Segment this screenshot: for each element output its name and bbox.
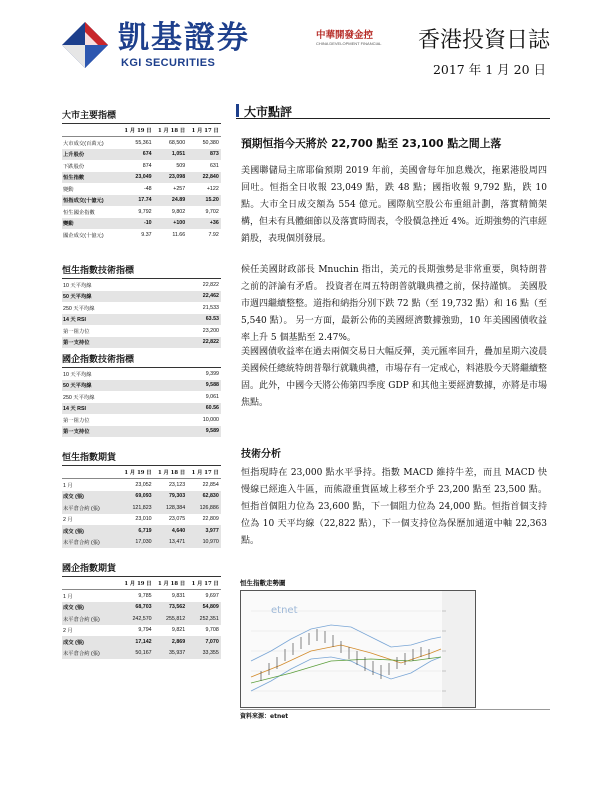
row-label: 14 天 RSI	[63, 317, 86, 324]
source-note: 資料來源：etnet	[240, 713, 289, 720]
col-header: 1 月 18 日	[158, 128, 186, 134]
paragraph: 恒指現時在 23,000 點水平爭持。指數 MACD 維持牛差，而且 MACD 快慢線已經進入牛區，而熊證重貨區域上移至介乎 23,200 點至 23,500 點。恒指首個阻力位為 23,600 點，下一個阻力位為 24,000 點。恒指首個支持位為 10 天平均線（22,822 點），下一個支持位為保歷加通道中軸 22,363 點。	[241, 468, 547, 546]
cell-value: -10	[143, 220, 152, 227]
cell-value: 9,831	[171, 592, 186, 599]
table-header	[62, 124, 221, 137]
cell-value: 10,970	[202, 539, 219, 546]
paragraph: 美國聯儲局主席耶倫預期 2019 年前，美國會每年加息幾次，拖累港股周四回吐。恒指全日收報 23,049 點，跌 48 點；國指收報 9,792 點，跌 10 點。大市全日成交額為 554 億元。國際航空股公布重組計劃，落實精簡架構，但未有具體細節以及落實時間表，令股價急挫近 4%。近期強勢的汽車經銷股，表現個別發展。	[241, 166, 547, 244]
cell-value: +36	[209, 220, 219, 227]
col-header: 1 月 18 日	[158, 581, 186, 587]
cell-value: 1,051	[171, 151, 186, 158]
row-label: 未平倉合約 (張)	[63, 505, 100, 512]
row-label: 變動	[63, 186, 74, 193]
kgi-logo-icon	[62, 22, 108, 68]
cell-value: 22,462	[202, 293, 219, 300]
col-header: 1 月 18 日	[158, 470, 186, 476]
table-row	[62, 525, 221, 537]
row-label: 未平倉合約 (張)	[63, 651, 100, 658]
divider	[240, 709, 550, 710]
row-label: 2 月	[63, 517, 73, 524]
cell-value: 9,792	[138, 208, 152, 215]
cell-value: 23,098	[168, 174, 186, 181]
cell-value: 22,822	[202, 281, 219, 288]
table-row	[62, 325, 221, 337]
cell-value: 23,075	[168, 516, 186, 523]
cell-value: 23,200	[202, 327, 219, 334]
row-label: 成交 (張)	[63, 639, 84, 646]
row-label: 成交 (張)	[63, 528, 84, 535]
cell-value: 15.20	[205, 197, 219, 204]
chart-watermark: etnet	[271, 605, 298, 616]
cell-value: 13,471	[168, 539, 186, 546]
table-row	[62, 160, 221, 172]
row-label: 未平倉合約 (張)	[63, 540, 100, 547]
cell-value: 9,702	[205, 208, 219, 215]
cell-value: 252,351	[199, 615, 219, 622]
cell-value: 23,123	[168, 481, 186, 488]
hsi-futures-table	[62, 450, 221, 548]
cell-value: 874	[142, 162, 152, 169]
col-header: 1 月 17 日	[191, 581, 219, 587]
cell-value: 11.66	[172, 231, 186, 238]
paragraph: 候任美國財政部長 Mnuchin 指出，美元的長期強勢是非常重要，與特朗普之前的評論有矛盾。 投資者在周五特朗普就職典禮之前，保持謹慎。 美國股市週四繼續整整。道指和納指分別下跌 72 點（至 19,732 點）和 16 點（至 5,540 點）。 另一方面，最新公佈的美國經濟數據強勁，10 年美國國債收益率上升 5 個基點至 2.47%。	[241, 265, 547, 343]
row-label: 2 月	[63, 628, 73, 635]
row-label: 變動	[63, 221, 74, 228]
cell-value: 23,049	[135, 174, 152, 181]
cell-value: +100	[173, 220, 186, 227]
cell-value: +257	[173, 185, 186, 192]
cell-value: 7.92	[208, 231, 219, 238]
cell-value: 62,830	[202, 493, 219, 500]
chart-title: 恒生指數走勢圖	[240, 579, 286, 587]
cell-value: 9,794	[138, 627, 152, 634]
cell-value: 17,142	[135, 638, 152, 645]
row-label: 50 天平均線	[63, 383, 92, 390]
row-label: 恒生國企指數	[63, 209, 95, 216]
col-header: 1 月 17 日	[191, 470, 219, 476]
row-label: 250 天平均線	[63, 394, 95, 401]
cell-value: 2,869	[171, 638, 186, 645]
row-label: 下跌股份	[63, 163, 85, 170]
document-title: 香港投資日誌	[417, 28, 550, 53]
row-label: 50 天平均線	[63, 294, 92, 301]
hscei-futures-table	[62, 561, 221, 659]
cell-value: 63.53	[205, 316, 219, 323]
row-label: 恒指成交(十億元)	[63, 198, 104, 205]
cell-value: 509	[176, 162, 186, 169]
row-label: 1 月	[63, 482, 73, 489]
cell-value: 22,840	[202, 174, 219, 181]
cell-value: 55,361	[135, 139, 152, 146]
table-row	[62, 514, 221, 526]
partner-logo	[316, 30, 394, 47]
table-row	[62, 602, 221, 614]
row-label: 第一阻力位	[63, 417, 90, 424]
section-title: 大市主要指標	[62, 108, 221, 124]
row-label: 第一阻力位	[63, 328, 90, 335]
cell-value: 68,703	[135, 604, 152, 611]
table-row	[62, 426, 221, 438]
row-label: 第一支持位	[63, 429, 90, 436]
cell-value: 6,719	[138, 527, 152, 534]
table-row	[62, 625, 221, 637]
row-label: 第一支持位	[63, 340, 90, 347]
document-date: 2017 年 1 月 20 日	[432, 62, 546, 77]
cell-value: 873	[209, 151, 219, 158]
table-row	[62, 414, 221, 426]
table-row	[62, 337, 221, 349]
table-row	[62, 502, 221, 514]
table-row	[62, 491, 221, 503]
row-label: 10 天平均線	[63, 282, 92, 289]
cell-value: 9,802	[171, 208, 186, 215]
table-row	[62, 479, 221, 491]
table-row	[62, 380, 221, 392]
cell-value: 3,977	[205, 527, 219, 534]
table-row	[62, 229, 221, 241]
cell-value: 9.37	[141, 231, 152, 238]
table-row	[62, 195, 221, 207]
cell-value: 54,809	[202, 604, 219, 611]
brand-name: 凱基證券	[118, 20, 250, 56]
cell-value: 9,589	[205, 428, 219, 435]
cell-value: 9,785	[138, 592, 152, 599]
table-row	[62, 149, 221, 161]
table-row	[62, 172, 221, 184]
cell-value: -48	[143, 185, 152, 192]
cell-value: 60.56	[205, 405, 219, 412]
table-row	[62, 636, 221, 648]
table-row	[62, 314, 221, 326]
table-row	[62, 368, 221, 380]
table-row	[62, 206, 221, 218]
cell-value: 128,384	[166, 504, 186, 511]
col-header: 1 月 17 日	[191, 128, 219, 134]
paragraph: 美國國債收益率在過去兩個交易日大幅反彈，美元匯率回升，疊加星期六凌晨美國候任總統特朗普舉行就職典禮，市場存有一定戒心，料港股今天將繼續整固。此外，中國今天將公佈第四季度 GDP 和其他主要經濟數據，亦將是市場焦點。	[241, 347, 548, 408]
table-header	[62, 466, 221, 479]
table-row	[62, 391, 221, 403]
hscei-technical-table	[62, 352, 221, 437]
section-title: 恒生指數期貨	[62, 450, 221, 466]
cell-value: 50,167	[135, 650, 152, 657]
table-row	[62, 648, 221, 660]
table-row	[62, 590, 221, 602]
cell-value: 9,588	[205, 382, 219, 389]
cell-value: 22,854	[202, 481, 219, 488]
section-title: 大市點評	[244, 105, 293, 119]
cell-value: 23,010	[135, 516, 152, 523]
accent-bar	[236, 104, 239, 117]
cell-value: 69,093	[135, 493, 152, 500]
cell-value: +122	[206, 185, 219, 192]
row-label: 成交 (張)	[63, 494, 84, 501]
cell-value: 7,070	[205, 638, 219, 645]
cell-value: 242,570	[132, 615, 152, 622]
table-row	[62, 137, 221, 149]
cell-value: 17,030	[135, 539, 152, 546]
row-label: 250 天平均線	[63, 305, 95, 312]
market-commentary-header	[236, 103, 550, 119]
row-label: 上升股份	[63, 152, 85, 159]
cell-value: 9,697	[205, 592, 219, 599]
cell-value: 9,061	[205, 393, 219, 400]
row-label: 大市成交(百萬元)	[63, 140, 104, 147]
cell-value: 9,399	[205, 370, 219, 377]
cell-value: 631	[209, 162, 219, 169]
cell-value: 126,886	[199, 504, 219, 511]
cell-value: 68,500	[168, 139, 186, 146]
row-label: 國企成交(十億元)	[63, 232, 104, 239]
table-row	[62, 291, 221, 303]
cell-value: 35,937	[168, 650, 186, 657]
cell-value: 21,533	[202, 304, 219, 311]
table-header	[62, 577, 221, 590]
col-header: 1 月 19 日	[124, 128, 152, 134]
cell-value: 23,052	[135, 481, 152, 488]
cell-value: 9,708	[205, 627, 219, 634]
row-label: 14 天 RSI	[63, 406, 86, 413]
cell-value: 674	[142, 151, 152, 158]
market-indicators-table	[62, 108, 221, 241]
cell-value: 73,562	[168, 604, 186, 611]
cell-value: 79,303	[168, 493, 186, 500]
section-title: 恒生指數技術指標	[62, 263, 221, 279]
row-label: 10 天平均線	[63, 371, 92, 378]
chart-picture	[241, 591, 475, 707]
cell-value: 50,380	[202, 139, 219, 146]
cell-value: 9,821	[171, 627, 186, 634]
technical-analysis-title: 技術分析	[241, 449, 281, 460]
table-row	[62, 183, 221, 195]
partner-name: 中華開發金控	[316, 30, 374, 41]
cell-value: 121,823	[132, 504, 152, 511]
table-row	[62, 218, 221, 230]
col-header: 1 月 19 日	[124, 470, 152, 476]
cell-value: 33,355	[202, 650, 219, 657]
hsi-technical-table	[62, 263, 221, 348]
headline: 預期恒指今天將於 22,700 點至 23,100 點之間上落	[241, 137, 502, 150]
row-label: 恒生指數	[63, 175, 85, 182]
cell-value: 17.74	[138, 197, 152, 204]
cell-value: 24.89	[171, 197, 186, 204]
table-row	[62, 279, 221, 291]
cell-value: 4,640	[171, 527, 186, 534]
col-header: 1 月 19 日	[124, 581, 152, 587]
hsi-chart-image	[240, 590, 476, 708]
cell-value: 255,812	[166, 615, 186, 622]
table-row	[62, 302, 221, 314]
brand-name-en: KGI SECURITIES	[121, 57, 216, 69]
table-row	[62, 537, 221, 549]
partner-name-en: CHINA DEVELOPMENT FINANCIAL	[316, 41, 382, 46]
table-row	[62, 403, 221, 415]
section-title: 國企指數技術指標	[62, 352, 221, 368]
table-row	[62, 613, 221, 625]
cell-value: 22,809	[202, 516, 219, 523]
section-title: 國企指數期貨	[62, 561, 221, 577]
row-label: 1 月	[63, 593, 73, 600]
row-label: 未平倉合約 (張)	[63, 616, 100, 623]
cell-value: 22,822	[202, 339, 219, 346]
cell-value: 10,000	[202, 416, 219, 423]
row-label: 成交 (張)	[63, 605, 84, 612]
